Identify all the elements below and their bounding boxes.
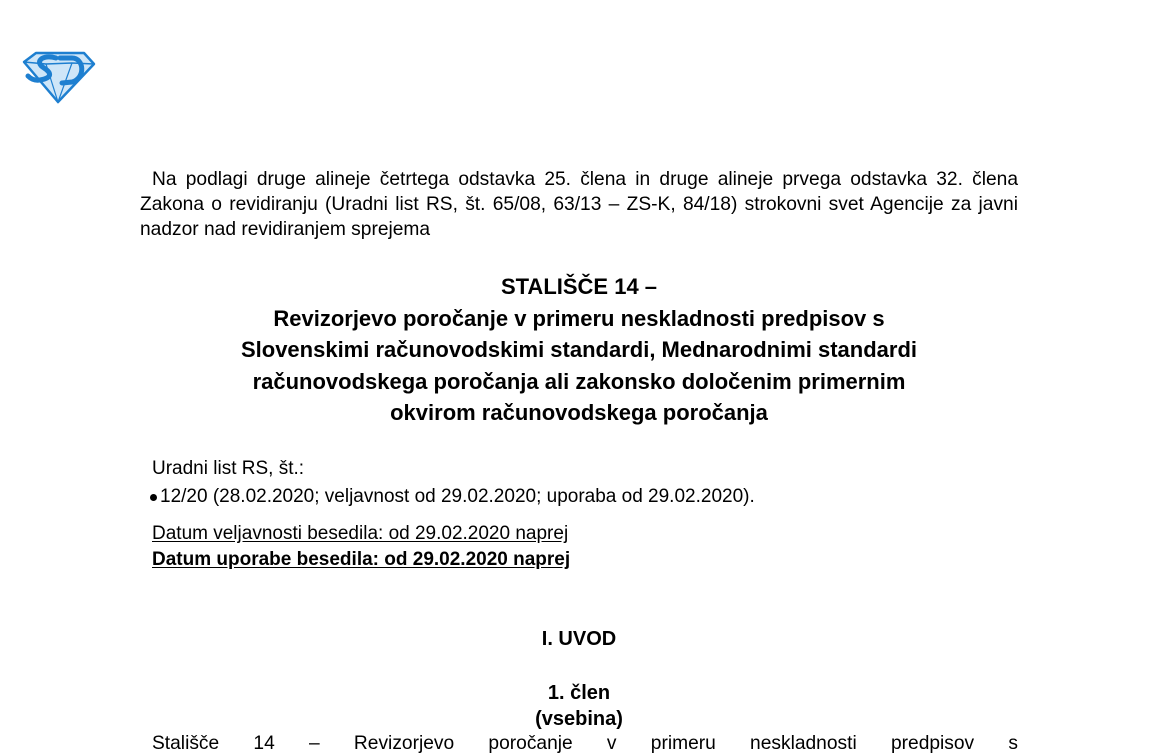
body-paragraph: Stališče 14 – Revizorjevo poročanje v primeru neskladnosti predpisov s [152, 733, 1018, 754]
validity-date: Datum veljavnosti besedila: od 29.02.2020 naprej [152, 523, 569, 544]
title-line: Slovenskimi računovodskimi standardi, Mednarodnimi standardi [240, 337, 918, 363]
application-date: Datum uporabe besedila: od 29.02.2020 naprej [152, 549, 571, 570]
gazette-reference [152, 455, 755, 511]
text-dates [152, 521, 570, 573]
bullet-icon [150, 494, 157, 501]
article-number: 1. člen [547, 682, 611, 704]
title-line: Revizorjevo poročanje v primeru neskladnosti predpisov s [273, 305, 885, 331]
title-line: računovodskega poročanja ali zakonsko določenim primernim [252, 368, 906, 394]
sd-diamond-logo-icon [22, 50, 96, 104]
title-line: okvirom računovodskega poročanja [390, 400, 768, 426]
intro-paragraph: Na podlagi druge alineje četrtega odstavka 25. člena in druge alineje prvega odstavka 32. člena Zakona o revidiranju (Uradni list RS, št. 65/08, 63/13 – ZS-K, 84/18) strokovni svet Agencije za javni nadzor nad revidiranjem sprejema [140, 169, 1018, 240]
gazette-entry-text: 12/20 (28.02.2020; veljavnost od 29.02.2020; uporaba od 29.02.2020). [160, 486, 755, 507]
chapter-heading: I. UVOD [541, 628, 617, 650]
gazette-label: Uradni list RS, št.: [152, 458, 305, 479]
document-title [140, 271, 1018, 429]
article-subtitle: (vsebina) [535, 708, 623, 730]
title-line: STALIŠČE 14 – [500, 274, 658, 299]
gazette-entry [150, 483, 755, 511]
